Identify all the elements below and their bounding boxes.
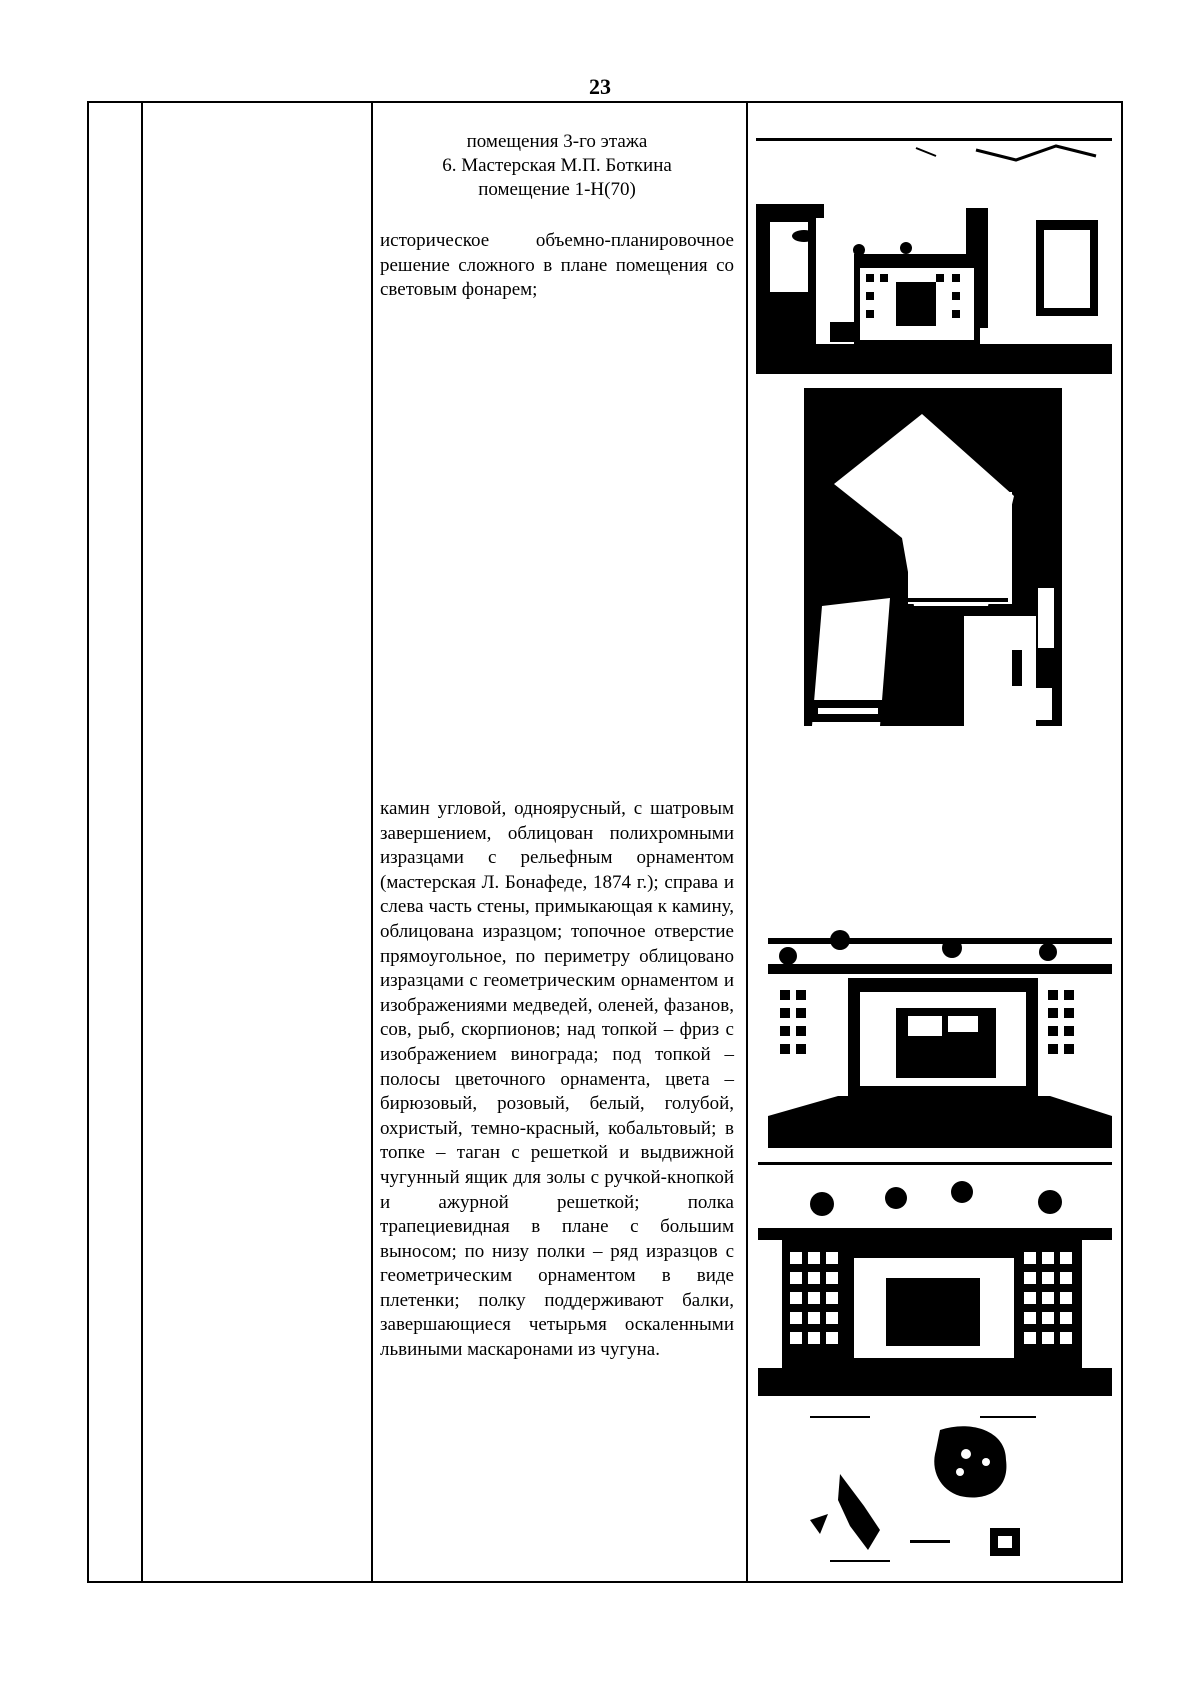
lion-mascaron-photo bbox=[810, 1410, 1036, 1566]
section-heading bbox=[372, 130, 742, 202]
skylight-photo bbox=[804, 388, 1062, 726]
heading-line-2: 6. Мастерская М.П. Боткина bbox=[442, 155, 672, 176]
heading-line-3: помещение 1-Н(70) bbox=[478, 179, 636, 200]
page-number: 23 bbox=[589, 74, 611, 99]
fireplace-angled-photo bbox=[758, 1162, 1112, 1396]
studio-interior-photo bbox=[756, 138, 1112, 374]
fireplace-front-photo bbox=[768, 920, 1112, 1148]
heading-line-1: помещения 3-го этажа bbox=[466, 131, 648, 152]
planning-description: историческое объемно-планировочное решение сложного в плане помещения со световым фонарем; bbox=[380, 230, 734, 301]
fireplace-description: камин угловой, одноярусный, с шатровым завершением, облицован полихромными изразцами с рельефным орнаментом (мастерская Л. Бонафеде, 1874 г.); справа и слева часть стены, примыкающая к камину, облицована изразцом; топочное отверстие прямоугольное, по периметру облицовано изразцами с геометрическим орнаментом и изображениями медведей, оленей, фазанов, сов, рыб, скорпионов; над топкой – фриз с изображением винограда; под топкой – полосы цветочного орнамента, цвета – бирюзовый, розовый, белый, голубой, охристый, темно-красный, кобальтовый; в топке – таган с решеткой и выдвижной чугунный ящик для золы с ручкой-кнопкой и ажурной решеткой; полка трапециевидная в плане с большим выносом; по низу полки – ряд изразцов с геометрическим орнаментом в виде плетенки; полку поддерживают балки, завершающиеся четырьмя оскаленными львиными маскаронами из чугуна. bbox=[380, 798, 734, 1361]
